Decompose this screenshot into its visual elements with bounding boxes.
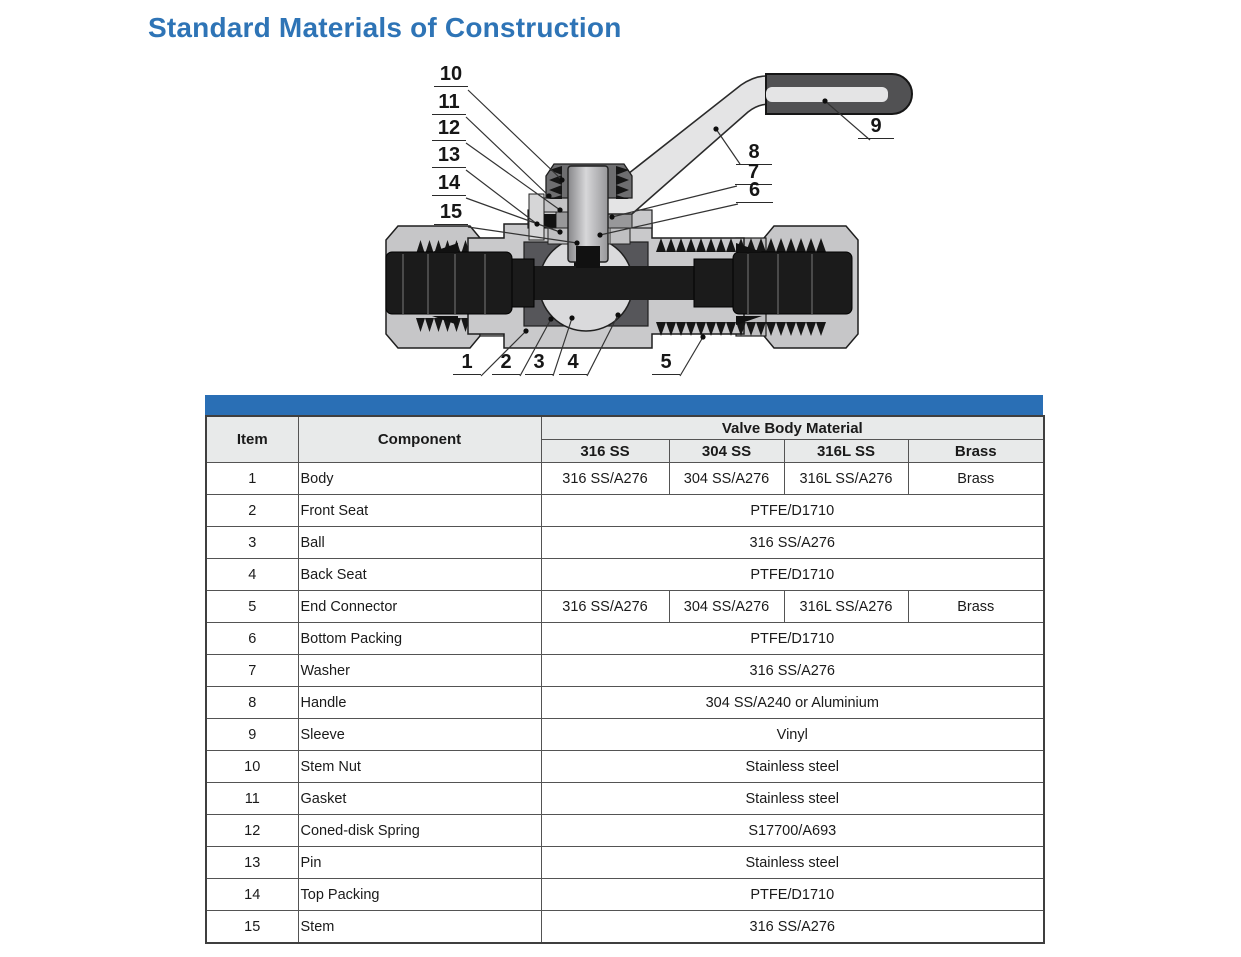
callout-4: 4 bbox=[559, 351, 587, 375]
cell-value: Brass bbox=[908, 463, 1044, 495]
table-row bbox=[206, 463, 1044, 495]
stem bbox=[568, 166, 608, 268]
cell-component: Pin bbox=[298, 847, 541, 879]
cell-component: Sleeve bbox=[298, 719, 541, 751]
cell-value: 316L SS/A276 bbox=[784, 463, 908, 495]
cell-component: Gasket bbox=[298, 783, 541, 815]
cell-item: 10 bbox=[206, 751, 298, 783]
cell-value: 316L SS/A276 bbox=[784, 591, 908, 623]
col-header-component: Component bbox=[298, 416, 541, 463]
cell-component: End Connector bbox=[298, 591, 541, 623]
page-title: Standard Materials of Construction bbox=[148, 12, 622, 43]
callout-3: 3 bbox=[525, 351, 553, 375]
table-row bbox=[206, 655, 1044, 687]
table-row bbox=[206, 815, 1044, 847]
cell-component: Coned-disk Spring bbox=[298, 815, 541, 847]
col-header-group: Valve Body Material bbox=[541, 416, 1044, 440]
callout-6: 6 bbox=[736, 179, 773, 203]
cell-value: S17700/A693 bbox=[541, 815, 1044, 847]
cell-component: Back Seat bbox=[298, 559, 541, 591]
callout-7: 7 bbox=[735, 161, 772, 185]
cell-item: 1 bbox=[206, 463, 298, 495]
table-row bbox=[206, 623, 1044, 655]
cell-item: 8 bbox=[206, 687, 298, 719]
cell-component: Washer bbox=[298, 655, 541, 687]
callout-14: 14 bbox=[432, 172, 466, 196]
table-header-row-1 bbox=[206, 416, 1044, 440]
cell-item: 2 bbox=[206, 495, 298, 527]
col-header-304ss: 304 SS bbox=[669, 440, 784, 463]
cell-value: PTFE/D1710 bbox=[541, 623, 1044, 655]
cell-value: PTFE/D1710 bbox=[541, 559, 1044, 591]
cell-component: Ball bbox=[298, 527, 541, 559]
cell-item: 5 bbox=[206, 591, 298, 623]
materials-table bbox=[205, 415, 1045, 944]
callout-10: 10 bbox=[434, 63, 468, 87]
cell-value: PTFE/D1710 bbox=[541, 879, 1044, 911]
callout-2: 2 bbox=[492, 351, 520, 375]
table-row bbox=[206, 591, 1044, 623]
materials-table-section bbox=[205, 395, 1043, 944]
cell-value: PTFE/D1710 bbox=[541, 495, 1044, 527]
cell-item: 12 bbox=[206, 815, 298, 847]
cell-item: 15 bbox=[206, 911, 298, 944]
table-row bbox=[206, 719, 1044, 751]
table-row bbox=[206, 527, 1044, 559]
table-title-bar bbox=[205, 395, 1043, 415]
table-row bbox=[206, 687, 1044, 719]
valve-diagram bbox=[0, 0, 1241, 392]
table-row bbox=[206, 847, 1044, 879]
table-row bbox=[206, 559, 1044, 591]
table-row bbox=[206, 495, 1044, 527]
callout-5: 5 bbox=[652, 351, 680, 375]
callout-13: 13 bbox=[432, 144, 466, 168]
cell-value: Vinyl bbox=[541, 719, 1044, 751]
callout-12: 12 bbox=[432, 117, 466, 141]
handle-sleeve bbox=[766, 74, 912, 114]
table-row bbox=[206, 751, 1044, 783]
table-row bbox=[206, 911, 1044, 944]
cell-value: Stainless steel bbox=[541, 783, 1044, 815]
cell-item: 3 bbox=[206, 527, 298, 559]
cell-item: 11 bbox=[206, 783, 298, 815]
callout-1: 1 bbox=[453, 351, 481, 375]
cell-value: Stainless steel bbox=[541, 847, 1044, 879]
cell-value: 304 SS/A276 bbox=[669, 463, 784, 495]
cell-value: 304 SS/A276 bbox=[669, 591, 784, 623]
cell-value: 316 SS/A276 bbox=[541, 463, 669, 495]
cell-item: 14 bbox=[206, 879, 298, 911]
cell-item: 13 bbox=[206, 847, 298, 879]
table-row bbox=[206, 783, 1044, 815]
cell-value: 316 SS/A276 bbox=[541, 655, 1044, 687]
cell-component: Top Packing bbox=[298, 879, 541, 911]
cell-value: 316 SS/A276 bbox=[541, 591, 669, 623]
table-row bbox=[206, 879, 1044, 911]
cell-component: Stem Nut bbox=[298, 751, 541, 783]
callout-11: 11 bbox=[432, 91, 466, 115]
cell-component: Bottom Packing bbox=[298, 623, 541, 655]
col-header-item: Item bbox=[206, 416, 298, 463]
cell-component: Body bbox=[298, 463, 541, 495]
col-header-316lss: 316L SS bbox=[784, 440, 908, 463]
valve-cross-section-drawing bbox=[0, 0, 1241, 392]
callout-15: 15 bbox=[434, 201, 468, 225]
cell-value: Stainless steel bbox=[541, 751, 1044, 783]
col-header-316ss: 316 SS bbox=[541, 440, 669, 463]
callout-8: 8 bbox=[736, 141, 772, 165]
cell-component: Handle bbox=[298, 687, 541, 719]
cell-item: 4 bbox=[206, 559, 298, 591]
col-header-brass: Brass bbox=[908, 440, 1044, 463]
cell-value: 304 SS/A240 or Aluminium bbox=[541, 687, 1044, 719]
cell-component: Stem bbox=[298, 911, 541, 944]
cell-value: 316 SS/A276 bbox=[541, 911, 1044, 944]
cell-value: 316 SS/A276 bbox=[541, 527, 1044, 559]
callout-9: 9 bbox=[858, 115, 894, 139]
cell-value: Brass bbox=[908, 591, 1044, 623]
cell-item: 9 bbox=[206, 719, 298, 751]
cell-component: Front Seat bbox=[298, 495, 541, 527]
cell-item: 7 bbox=[206, 655, 298, 687]
cell-item: 6 bbox=[206, 623, 298, 655]
